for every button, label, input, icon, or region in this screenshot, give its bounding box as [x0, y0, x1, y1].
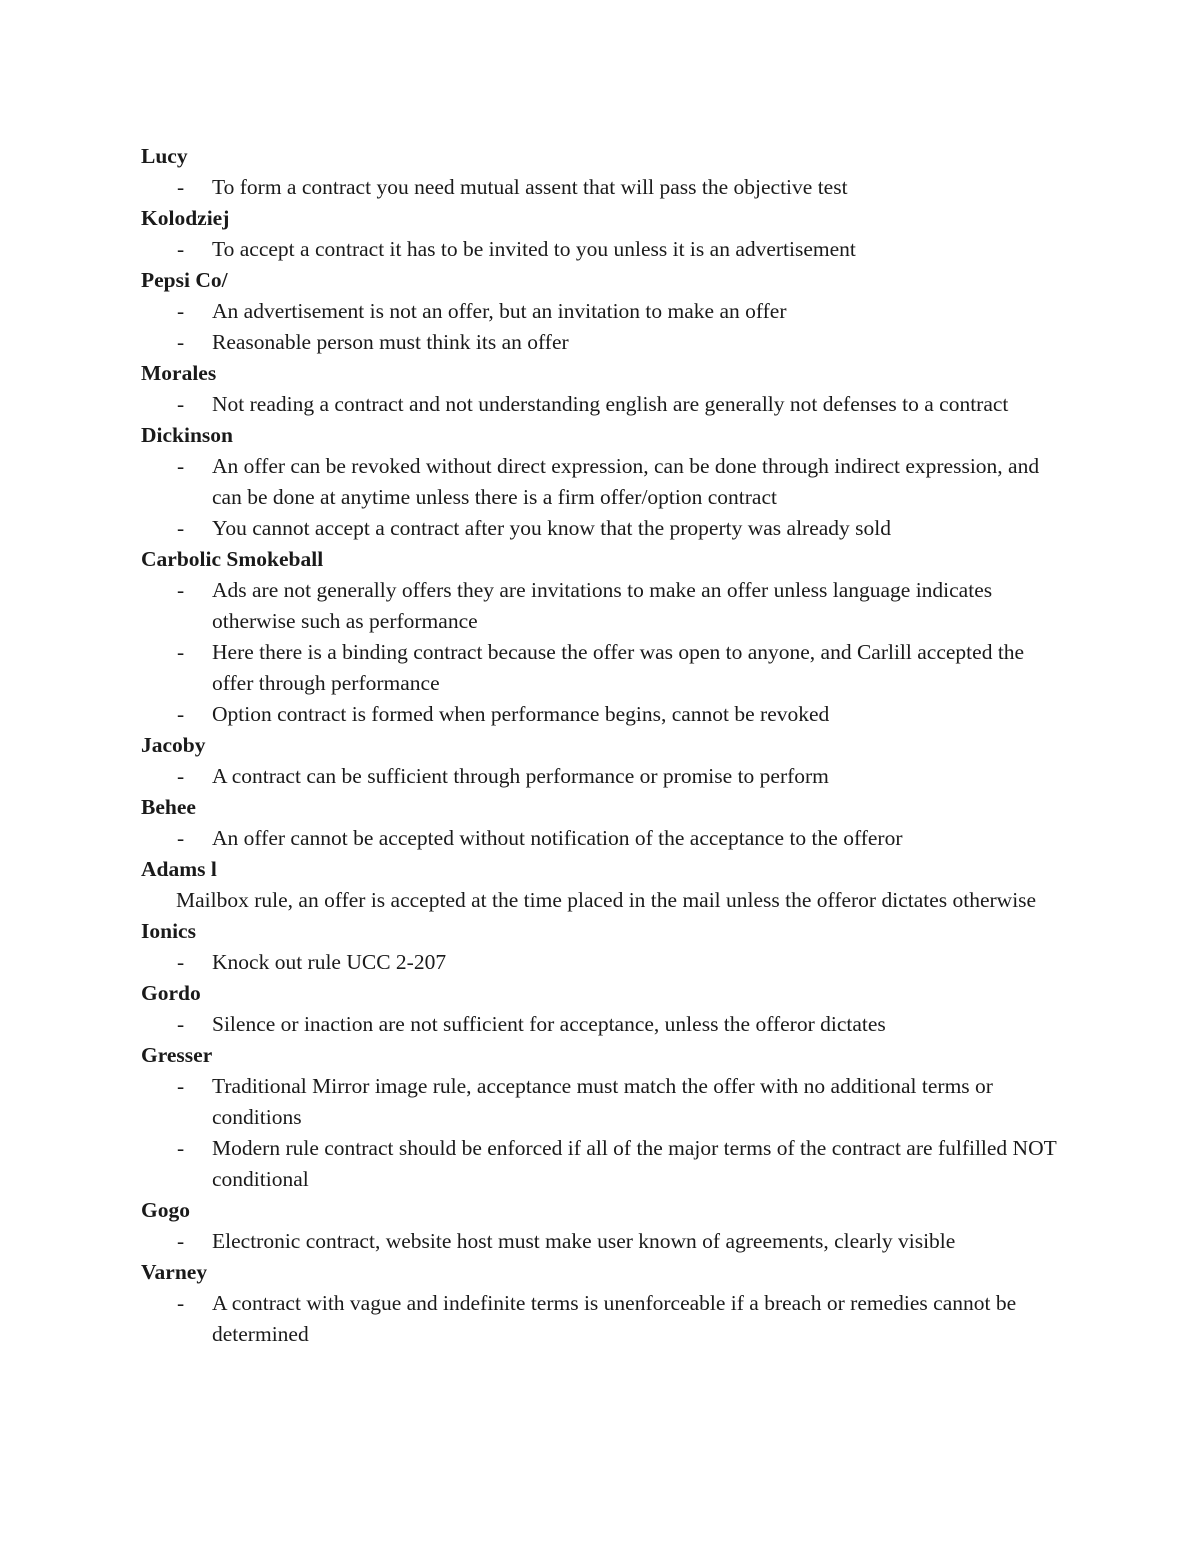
case-section	[141, 854, 1061, 916]
case-notes	[141, 141, 1061, 1350]
case-point-text: Option contract is formed when performance begins, cannot be revoked	[212, 702, 830, 726]
case-point-text: To form a contract you need mutual assent that will pass the objective test	[212, 175, 848, 199]
case-points-list	[141, 296, 1061, 358]
case-point	[141, 234, 1061, 265]
bullet-dash: -	[177, 764, 185, 788]
case-point-text: Electronic contract, website host must make user known of agreements, clearly visible	[212, 1229, 956, 1253]
case-title: Morales	[141, 361, 217, 385]
case-points-list	[141, 1226, 1061, 1257]
case-points-list	[141, 389, 1061, 420]
case-point-text: Reasonable person must think its an offer	[212, 330, 569, 354]
case-point	[141, 699, 1061, 730]
case-point-text: An advertisement is not an offer, but an invitation to make an offer	[212, 299, 787, 323]
bullet-dash: -	[177, 330, 185, 354]
case-points-list	[141, 1288, 1061, 1350]
bullet-dash: -	[177, 175, 185, 199]
case-title: Pepsi Co/	[141, 268, 228, 292]
case-point-text: Knock out rule UCC 2-207	[212, 950, 447, 974]
case-section	[141, 544, 1061, 730]
case-point	[141, 513, 1061, 544]
case-points-list	[141, 1009, 1061, 1040]
bullet-dash: -	[177, 237, 185, 261]
case-section	[141, 916, 1061, 978]
case-point-text: A contract can be sufficient through performance or promise to perform	[212, 764, 829, 788]
case-point	[141, 575, 1061, 637]
bullet-dash: -	[177, 1291, 185, 1315]
case-point-text: Not reading a contract and not understanding english are generally not defenses to a contract	[212, 392, 1009, 416]
case-points-list	[141, 823, 1061, 854]
case-point-text: A contract with vague and indefinite terms is unenforceable if a breach or remedies cannot be determined	[212, 1291, 1017, 1346]
case-section	[141, 792, 1061, 854]
bullet-dash: -	[177, 516, 185, 540]
case-points-list	[141, 947, 1061, 978]
case-point	[141, 947, 1061, 978]
case-points-list	[141, 172, 1061, 203]
case-point	[141, 1133, 1061, 1195]
case-title: Gogo	[141, 1198, 190, 1222]
bullet-dash: -	[177, 950, 185, 974]
case-title: Behee	[141, 795, 196, 819]
case-paragraph: Mailbox rule, an offer is accepted at the time placed in the mail unless the offeror dictates otherwise	[176, 888, 1037, 912]
case-point-text: An offer can be revoked without direct expression, can be done through indirect expression, and can be done at anytime unless there is a firm offer/option contract	[212, 454, 1040, 509]
case-point	[141, 1226, 1061, 1257]
case-section	[141, 141, 1061, 203]
case-title: Lucy	[141, 144, 188, 168]
case-point-text: Traditional Mirror image rule, acceptance must match the offer with no additional terms or conditions	[212, 1074, 993, 1129]
case-title: Ionics	[141, 919, 196, 943]
bullet-dash: -	[177, 392, 185, 416]
case-point	[141, 1009, 1061, 1040]
case-section	[141, 978, 1061, 1040]
case-point	[141, 1071, 1061, 1133]
case-point	[141, 823, 1061, 854]
case-points-list	[141, 451, 1061, 544]
case-point	[141, 637, 1061, 699]
case-section	[141, 265, 1061, 358]
case-points-list	[141, 761, 1061, 792]
case-points-list	[141, 1071, 1061, 1195]
case-title: Jacoby	[141, 733, 206, 757]
case-point	[141, 761, 1061, 792]
case-section	[141, 1257, 1061, 1350]
case-point	[141, 327, 1061, 358]
case-point-text: Ads are not generally offers they are invitations to make an offer unless language indicates otherwise such as performance	[212, 578, 993, 633]
bullet-dash: -	[177, 702, 185, 726]
case-section	[141, 358, 1061, 420]
case-point	[141, 1288, 1061, 1350]
case-section	[141, 1195, 1061, 1257]
case-section	[141, 730, 1061, 792]
bullet-dash: -	[177, 826, 185, 850]
case-point-text: You cannot accept a contract after you know that the property was already sold	[212, 516, 892, 540]
bullet-dash: -	[177, 1012, 185, 1036]
bullet-dash: -	[177, 454, 185, 478]
case-title: Kolodziej	[141, 206, 230, 230]
case-point	[141, 172, 1061, 203]
case-title: Gresser	[141, 1043, 213, 1067]
case-points-list	[141, 575, 1061, 730]
case-title: Varney	[141, 1260, 208, 1284]
bullet-dash: -	[177, 1074, 185, 1098]
case-point-text: Silence or inaction are not sufficient for acceptance, unless the offeror dictates	[212, 1012, 886, 1036]
bullet-dash: -	[177, 1136, 185, 1160]
case-point-text: Here there is a binding contract because the offer was open to anyone, and Carlill accepted the offer through performance	[212, 640, 1025, 695]
bullet-dash: -	[177, 299, 185, 323]
case-points-list	[141, 234, 1061, 265]
case-section	[141, 420, 1061, 544]
case-point-text: To accept a contract it has to be invited to you unless it is an advertisement	[212, 237, 856, 261]
case-point	[141, 389, 1061, 420]
case-point	[141, 296, 1061, 327]
case-section	[141, 1040, 1061, 1195]
case-title: Dickinson	[141, 423, 234, 447]
case-section	[141, 203, 1061, 265]
bullet-dash: -	[177, 578, 185, 602]
case-title: Gordo	[141, 981, 201, 1005]
case-point-text: Modern rule contract should be enforced if all of the major terms of the contract are fulfilled NOT conditional	[212, 1136, 1057, 1191]
bullet-dash: -	[177, 640, 185, 664]
case-point-text: An offer cannot be accepted without notification of the acceptance to the offeror	[212, 826, 903, 850]
case-title: Adams l	[141, 857, 217, 881]
bullet-dash: -	[177, 1229, 185, 1253]
case-point	[141, 451, 1061, 513]
case-title: Carbolic Smokeball	[141, 547, 324, 571]
